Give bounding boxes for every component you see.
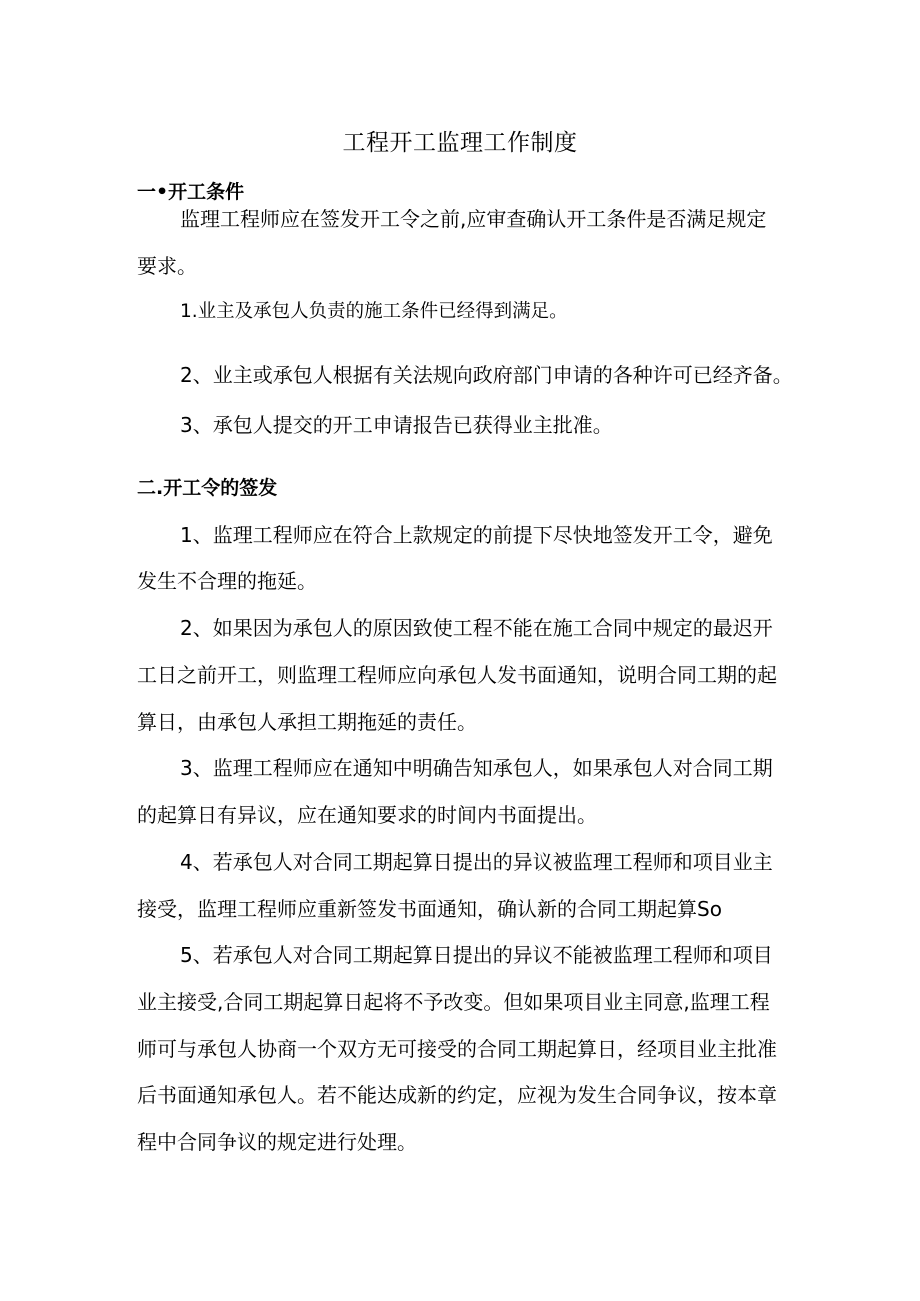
list-item: 1.业主及承包人负责的施工条件已经得到满足。 xyxy=(180,301,568,322)
paragraph-line: 4、若承包人对合同工期起算日提出的异议被监理工程师和项目业主 xyxy=(180,850,773,874)
paragraph-line: 3、监理工程师应在通知中明确告知承包人，如果承包人对合同工期 xyxy=(180,756,773,780)
paragraph-line: 师可与承包人协商一个双方无可接受的合同工期起算日，经项目业主批准 xyxy=(137,1037,777,1061)
paragraph-line: 程中合同争议的规定进行处理。 xyxy=(137,1130,417,1154)
paragraph-line: 的起算日有异议，应在通知要求的时间内书面提出。 xyxy=(137,803,597,827)
paragraph-line: 业主接受,合同工期起算日起将不予改变。但如果项目业主同意,监理工程 xyxy=(137,990,770,1014)
paragraph-line: 算日，由承包人承担工期拖延的责任。 xyxy=(137,710,477,734)
paragraph-line: 工日之前开工，则监理工程师应向承包人发书面通知，说明合同工期的起 xyxy=(137,663,777,687)
list-item: 3、承包人提交的开工申请报告已获得业主批准。 xyxy=(180,413,613,437)
list-item: 2、业主或承包人根据有关法规向政府部门申请的各种许可已经齐备。 xyxy=(180,363,793,387)
paragraph-line: 要求。 xyxy=(137,254,197,278)
section-heading-start-order: 二.开工令的签发 xyxy=(137,477,278,499)
paragraph-line: 5、若承包人对合同工期起算日提出的异议不能被监理工程师和项目 xyxy=(180,943,773,967)
paragraph-line: 接受，监理工程师应重新签发书面通知，确认新的合同工期起算So xyxy=(137,897,722,921)
document-title: 工程开工监理工作制度 xyxy=(342,130,578,156)
paragraph-line: 监理工程师应在签发开工令之前,应审查确认开工条件是否满足规定 xyxy=(180,207,767,231)
paragraph-line: 发生不合理的拖延。 xyxy=(137,569,317,593)
paragraph-line: 1、监理工程师应在符合上款规定的前提下尽快地签发开工令，避免 xyxy=(180,523,773,547)
paragraph-line: 后书面通知承包人。若不能达成新的约定，应视为发生合同争议，按本章 xyxy=(137,1083,777,1107)
section-heading-start-conditions: 一•开工条件 xyxy=(137,181,245,203)
paragraph-line: 2、如果因为承包人的原因致使工程不能在施工合同中规定的最迟开 xyxy=(180,616,773,640)
